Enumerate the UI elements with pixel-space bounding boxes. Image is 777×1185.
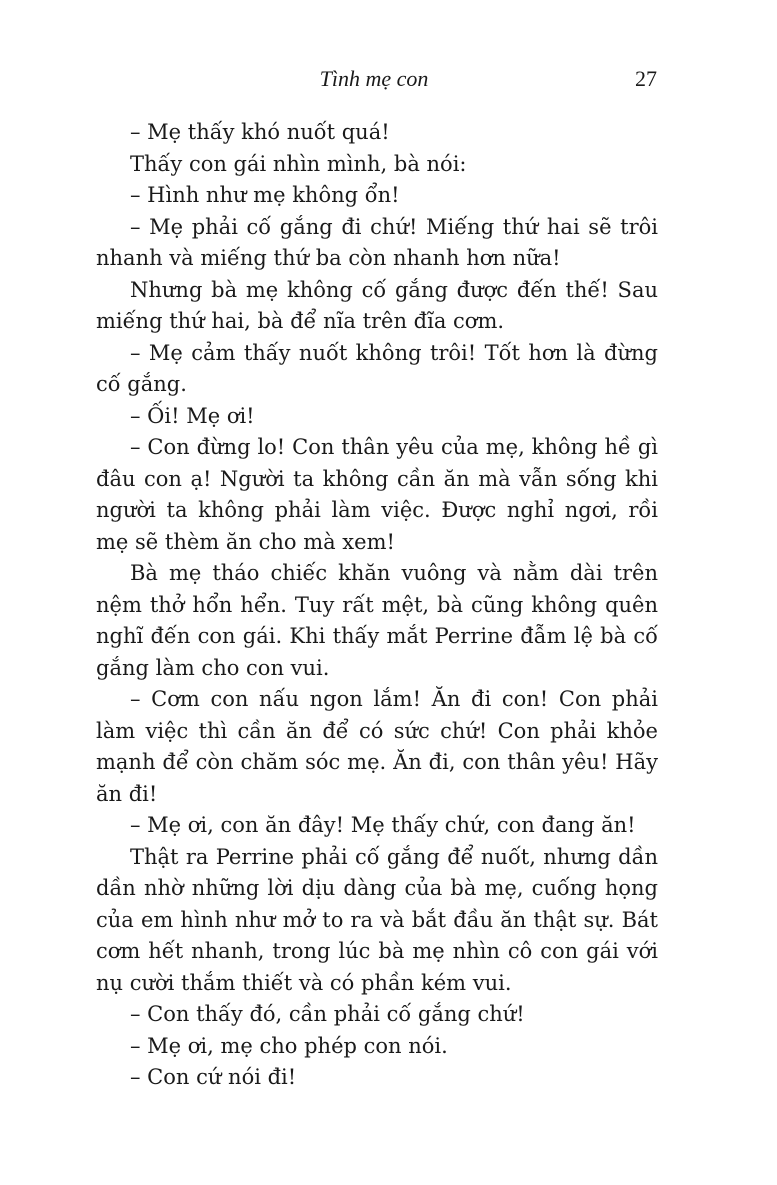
paragraph: – Mẹ ơi, con ăn đây! Mẹ thấy chứ, con đang ăn! <box>130 813 636 837</box>
paragraph: Bà mẹ tháo chiếc khăn vuông và nằm dài trên nệm thở hổn hển. Tuy rất mệt, bà cũng không quên nghĩ đến con gái. Khi thấy mắt Perrine đẫm lệ bà cố gắng làm cho con vui. <box>96 561 658 680</box>
paragraph: Thấy con gái nhìn mình, bà nói: <box>130 151 467 176</box>
paragraph: – Mẹ thấy khó nuốt quá! <box>130 120 390 144</box>
paragraph: Thật ra Perrine phải cố gắng để nuốt, nhưng dần dần nhờ những lời dịu dàng của bà mẹ, cuống họng của em hình như mở to ra và bắt đầu ăn thật sự. Bát cơm hết nhanh, trong lúc bà mẹ nhìn cô con gái với nụ cười thắm thiết và có phần kém vui. <box>96 844 658 995</box>
paragraph: – Mẹ cảm thấy nuốt không trôi! Tốt hơn là đừng cố gắng. <box>96 340 658 396</box>
paragraph: – Con thấy đó, cần phải cố gắng chứ! <box>130 1002 525 1026</box>
paragraph: – Con cứ nói đi! <box>130 1065 297 1089</box>
paragraph: – Cơm con nấu ngon lắm! Ăn đi con! Con phải làm việc thì cần ăn để có sức chứ! Con phải khỏe mạnh để còn chăm sóc mẹ. Ăn đi, con thân yêu! Hãy ăn đi! <box>96 687 658 806</box>
paragraph: – Hình như mẹ không ổn! <box>130 183 400 207</box>
paragraph: – Mẹ phải cố gắng đi chứ! Miếng thứ hai sẽ trôi nhanh và miếng thứ ba còn nhanh hơn nữa! <box>96 214 658 270</box>
running-title: Tình mẹ con <box>319 66 429 91</box>
paragraph: – Mẹ ơi, mẹ cho phép con nói. <box>130 1033 448 1058</box>
paragraph: – Ối! Mẹ ơi! <box>130 403 255 428</box>
page-number: 27 <box>635 66 657 91</box>
body-text <box>96 117 658 1094</box>
paragraph: – Con đừng lo! Con thân yêu của mẹ, không hề gì đâu con ạ! Người ta không cần ăn mà vẫn sống khi người ta không phải làm việc. Được nghỉ ngơi, rồi mẹ sẽ thèm ăn cho mà xem! <box>96 435 658 554</box>
paragraph: Nhưng bà mẹ không cố gắng được đến thế! Sau miếng thứ hai, bà để nĩa trên đĩa cơm. <box>96 277 658 333</box>
